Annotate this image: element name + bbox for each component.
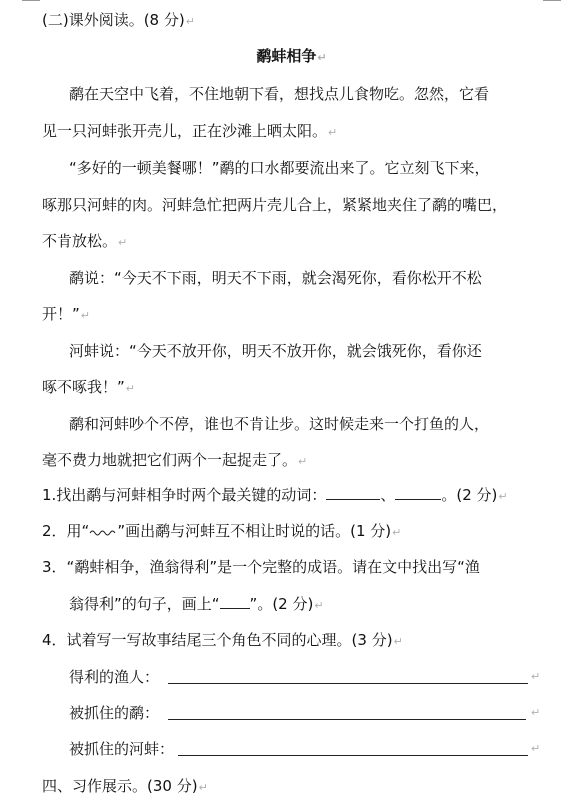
answer-fisherman-line[interactable] [168, 683, 528, 684]
paragraph-1-line-1 [69, 84, 569, 104]
section-title [42, 10, 542, 32]
paragraph-mark-icon: ↵ [531, 670, 541, 683]
answer-snipe-line[interactable] [168, 719, 526, 720]
paragraph-mark-icon: ↵ [498, 490, 508, 503]
answer-clam-line[interactable] [178, 755, 528, 756]
text: 见一只河蚌张开壳儿，正在沙滩上晒太阳。 [42, 122, 328, 140]
section-title-text: (二)课外阅读。(8 分) [42, 11, 185, 29]
paragraph-5-line-2 [42, 450, 542, 472]
paragraph-3-line-2 [42, 304, 542, 326]
wavy-underline-icon [89, 528, 117, 536]
text: 鹬在天空中飞着，不住地朝下看，想找点儿食物吃。忽然，它看 [69, 85, 490, 103]
page-corner-mark-left [22, 0, 40, 1]
paragraph-mark-icon: ↵ [198, 781, 208, 794]
paragraph-mark-icon: ↵ [80, 309, 90, 322]
paragraph-2-line-3 [42, 231, 542, 253]
text: ”画出鹬与河蚌互不相让时说的话。(1 分) [117, 522, 392, 540]
text: 被抓住的鹬： [69, 704, 160, 722]
paragraph-3-line-1 [69, 268, 569, 288]
paragraph-mark-icon: ↵ [185, 15, 195, 28]
text: 翁得利”的句子，画上“ [69, 595, 220, 613]
text: 啄那只河蚌的肉。河蚌急忙把两片壳儿合上，紧紧地夹住了鹬的嘴巴， [42, 196, 508, 214]
answer-blank-2[interactable] [395, 485, 441, 500]
paragraph-mark-icon: ↵ [531, 742, 541, 755]
text: “多好的一顿美餐哪！”鹬的口水都要流出来了。它立刻飞下来， [69, 159, 490, 177]
text: 2．用“ [42, 522, 90, 540]
paragraph-5-line-1 [69, 414, 569, 434]
page-corner-mark-right [543, 0, 561, 1]
straight-underline-sample [220, 594, 250, 609]
text: 不肯放松。 [42, 232, 118, 250]
paragraph-mark-icon: ↵ [118, 236, 128, 249]
paragraph-4-line-1 [69, 341, 569, 361]
answer-clam-label [69, 739, 569, 759]
text: 毫不费力地就把它们两个一起捉走了。 [42, 451, 298, 469]
text: 鹬说：“今天不下雨，明天不下雨，就会渴死你，看你松开不松 [69, 269, 482, 287]
paragraph-mark-icon: ↵ [314, 599, 324, 612]
paragraph-mark-icon: ↵ [298, 455, 308, 468]
paragraph-mark-icon: ↵ [531, 706, 541, 719]
question-2 [42, 521, 542, 543]
answer-blank-1[interactable] [326, 485, 380, 500]
passage-title [0, 46, 583, 68]
question-3-line-2 [69, 594, 569, 616]
answer-fisherman-label [69, 667, 569, 687]
text: 啄不啄我！” [42, 378, 125, 396]
text: 得利的渔人： [69, 668, 160, 686]
text: 4．试着写一写故事结尾三个角色不同的心理。(3 分) [42, 631, 393, 649]
text: 鹬和河蚌吵个不停，谁也不肯让步。这时候走来一个打鱼的人， [69, 415, 490, 433]
paragraph-mark-icon: ↵ [317, 51, 327, 64]
paragraph-1-line-2 [42, 121, 542, 143]
text: 3．“鹬蚌相争，渔翁得利”是一个完整的成语。请在文中找出写“渔 [42, 558, 480, 576]
text: 。(2 分) [441, 486, 498, 504]
question-1 [42, 485, 542, 507]
text: 被抓住的河蚌： [69, 740, 175, 758]
paragraph-2-line-2 [42, 195, 542, 215]
text: 河蚌说：“今天不放开你，明天不放开你，就会饿死你，看你还 [69, 342, 482, 360]
paragraph-mark-icon: ↵ [328, 126, 338, 139]
paragraph-mark-icon: ↵ [125, 382, 135, 395]
section-4-title [42, 776, 542, 798]
text: ”。(2 分) [249, 595, 314, 613]
paragraph-2-line-1 [69, 158, 569, 178]
paragraph-mark-icon: ↵ [392, 526, 402, 539]
answer-snipe-label [69, 703, 569, 723]
text: 、 [380, 486, 396, 504]
question-4 [42, 630, 542, 652]
paragraph-4-line-2 [42, 377, 542, 399]
text: 四、习作展示。(30 分) [42, 777, 198, 795]
question-3-line-1 [42, 557, 542, 577]
question-1-text: 1.找出鹬与河蚌相争时两个最关键的动词： [42, 486, 327, 504]
paragraph-mark-icon: ↵ [393, 635, 403, 648]
passage-title-text: 鹬蚌相争 [256, 47, 317, 65]
text: 开！” [42, 305, 80, 323]
